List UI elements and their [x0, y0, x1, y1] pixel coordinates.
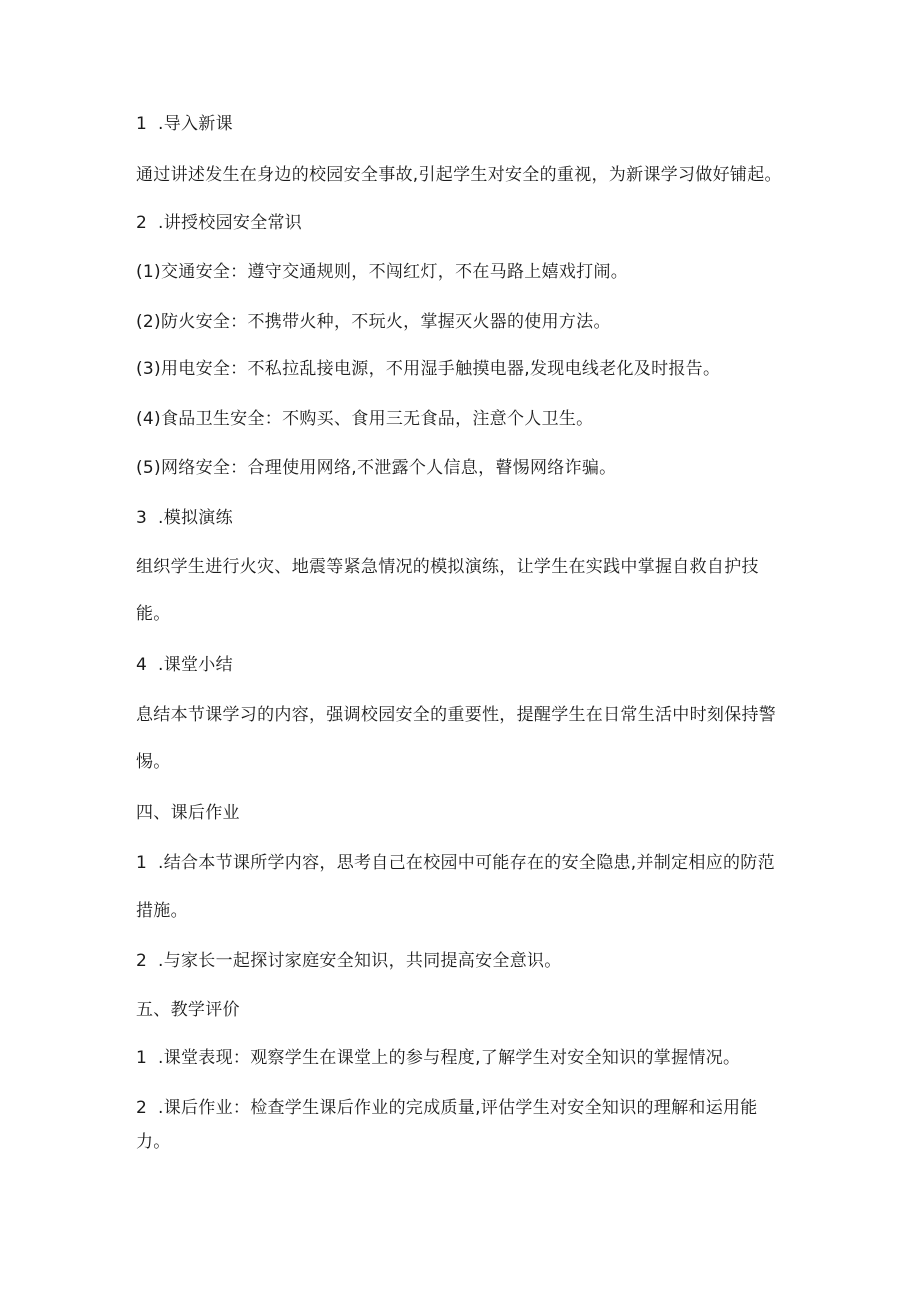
section-1-number: 1 — [136, 114, 148, 134]
homework-item-2-number: 2 — [136, 951, 148, 971]
evaluation-item-2-line-1 — [136, 1096, 758, 1120]
safety-item-food: (4)食品卫生安全：不购买、食用三无食品，注意个人卫生。 — [136, 409, 594, 429]
homework-item-1-text: .结合本节课所学内容，思考自己在校园中可能存在的安全隐患,并制定相应的防范 — [158, 853, 775, 873]
section-2-title: .讲授校园安全常识 — [158, 213, 303, 233]
evaluation-item-1-number: 1 — [136, 1048, 148, 1068]
section-4-body-line-1: 息结本节课学习的内容，强调校园安全的重要性，提醒学生在日常生活中时刻保持警 — [136, 705, 777, 725]
section-1-body: 通过讲述发生在身边的校园安全事故,引起学生对安全的重视，为新课学习做好铺起。 — [136, 165, 782, 185]
section-3-title: .模拟演练 — [158, 508, 233, 528]
homework-item-2 — [136, 949, 562, 973]
evaluation-item-2-line-2: 力。 — [136, 1132, 171, 1152]
safety-item-electric: (3)用电安全：不私拉乱接电源，不用湿手触摸电器,发现电线老化及时报告。 — [136, 359, 721, 379]
homework-item-1-line-1 — [136, 851, 775, 875]
section-4-body-line-2: 惕。 — [136, 752, 171, 772]
section-4-heading — [136, 653, 233, 677]
section-1-heading — [136, 112, 233, 136]
safety-item-fire: (2)防火安全：不携带火种，不玩火，掌握灭火器的使用方法。 — [136, 312, 611, 332]
evaluation-item-2-text: .课后作业：检查学生课后作业的完成质量,评估学生对安全知识的理解和运用能 — [158, 1098, 758, 1118]
section-1-title: .导入新课 — [158, 114, 233, 134]
section-4-title: .课堂小结 — [158, 655, 233, 675]
section-3-number: 3 — [136, 508, 148, 528]
evaluation-item-1-text: .课堂表现：观察学生在课堂上的参与程度,了解学生对安全知识的掌握情况。 — [158, 1048, 741, 1068]
section-3-body-line-1: 组织学生进行火灾、地震等紧急情况的模拟演练，让学生在实践中掌握自救自护技 — [136, 557, 759, 577]
homework-heading: 四、课后作业 — [136, 803, 240, 823]
homework-item-1-number: 1 — [136, 853, 148, 873]
safety-item-traffic: (1)交通安全：遵守交通规则，不闯红灯，不在马路上嬉戏打闹。 — [136, 262, 629, 282]
evaluation-item-1 — [136, 1046, 740, 1070]
safety-item-network: (5)网络安全：合理使用网络,不泄露个人信息，瞽惕网络诈骗。 — [136, 458, 617, 478]
section-3-heading — [136, 506, 233, 530]
section-2-heading — [136, 211, 302, 235]
evaluation-heading: 五、教学评价 — [136, 1000, 240, 1020]
evaluation-item-2-number: 2 — [136, 1098, 148, 1118]
section-2-number: 2 — [136, 213, 148, 233]
section-4-number: 4 — [136, 655, 148, 675]
homework-item-2-text: .与家长一起探讨家庭安全知识，共同提高安全意识。 — [158, 951, 562, 971]
section-3-body-line-2: 能。 — [136, 604, 171, 624]
homework-item-1-line-2: 措施。 — [136, 901, 188, 921]
